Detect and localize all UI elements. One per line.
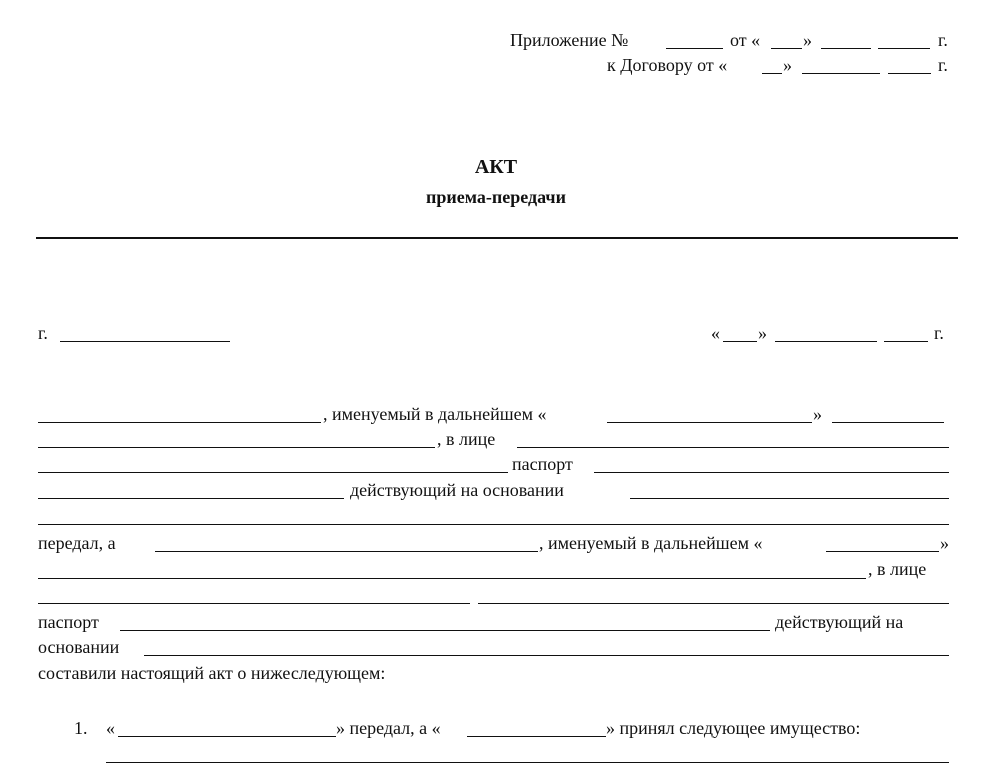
party1-passport-label: паспорт xyxy=(512,454,573,474)
party1-basis-blank xyxy=(630,498,949,499)
date-month-blank xyxy=(775,341,877,342)
party1-in-person: , в лице xyxy=(437,429,496,449)
appendix-year-blank xyxy=(878,48,930,49)
party2-alias-blank xyxy=(826,551,939,552)
party1-name-blank xyxy=(38,422,321,423)
document-subtitle: приема-передачи xyxy=(426,187,566,207)
contract-year-blank xyxy=(888,73,931,74)
date-year-suffix: г. xyxy=(934,323,944,343)
item-received-text: » принял следующее имущество: xyxy=(606,718,861,738)
contract-date-label: к Договору от « xyxy=(607,55,728,75)
item-open-quote: « xyxy=(106,718,115,738)
party2-line3-blank-right xyxy=(478,603,949,604)
item-transferred-text: » передал, а « xyxy=(336,718,441,738)
party2-acting-label: действующий на xyxy=(775,612,904,632)
party1-named-hereafter: , именуемый в дальнейшем « xyxy=(323,404,547,424)
compiled-statement: составили настоящий акт о нижеследующем: xyxy=(38,663,386,683)
contract-month-blank xyxy=(802,73,880,74)
party1-passport-blank xyxy=(594,472,949,473)
city-blank xyxy=(60,341,230,342)
party2-close-quote: » xyxy=(940,533,949,553)
party2-basis-label: основании xyxy=(38,637,120,657)
party2-named-hereafter: , именуемый в дальнейшем « xyxy=(539,533,763,553)
appendix-day-blank xyxy=(771,48,802,49)
party1-line1-tail-blank xyxy=(832,422,944,423)
item-property-blank xyxy=(106,762,949,763)
city-prefix: г. xyxy=(38,323,48,343)
party1-close-quote: » xyxy=(813,404,822,424)
party2-in-person: , в лице xyxy=(868,559,927,579)
appendix-quote-close: » xyxy=(803,30,812,50)
appendix-month-blank xyxy=(821,48,871,49)
party2-name-blank xyxy=(155,551,538,552)
document-title: АКТ xyxy=(474,156,518,178)
contract-quote-close: » xyxy=(783,55,792,75)
party2-passport-label: паспорт xyxy=(38,612,99,632)
party2-line2-blank xyxy=(38,578,866,579)
date-close-quote: » xyxy=(758,323,767,343)
party1-line2-blank xyxy=(38,447,435,448)
party1-line4-blank xyxy=(38,498,344,499)
item-number: 1. xyxy=(74,718,88,738)
party1-acting-on-basis: действующий на основании xyxy=(350,480,564,500)
appendix-date-label: от « xyxy=(730,30,761,50)
date-open-quote: « xyxy=(711,323,720,343)
party1-line3-blank xyxy=(38,472,508,473)
appendix-number-blank xyxy=(666,48,723,49)
contract-day-blank xyxy=(762,73,782,74)
transferred-and-label: передал, а xyxy=(38,533,116,553)
date-year-blank xyxy=(884,341,928,342)
item-transferor-blank xyxy=(118,736,336,737)
title-divider xyxy=(36,237,958,239)
party1-line5-blank xyxy=(38,524,949,525)
appendix-number-label: Приложение № xyxy=(510,30,629,50)
date-day-blank xyxy=(723,341,757,342)
party1-representative-blank xyxy=(517,447,949,448)
party1-alias-blank xyxy=(607,422,812,423)
appendix-year-suffix: г. xyxy=(938,30,948,50)
party2-line3-blank-left xyxy=(38,603,470,604)
party2-passport-blank xyxy=(120,630,770,631)
contract-year-suffix: г. xyxy=(938,55,948,75)
item-receiver-blank xyxy=(467,736,606,737)
party2-basis-blank xyxy=(144,655,949,656)
